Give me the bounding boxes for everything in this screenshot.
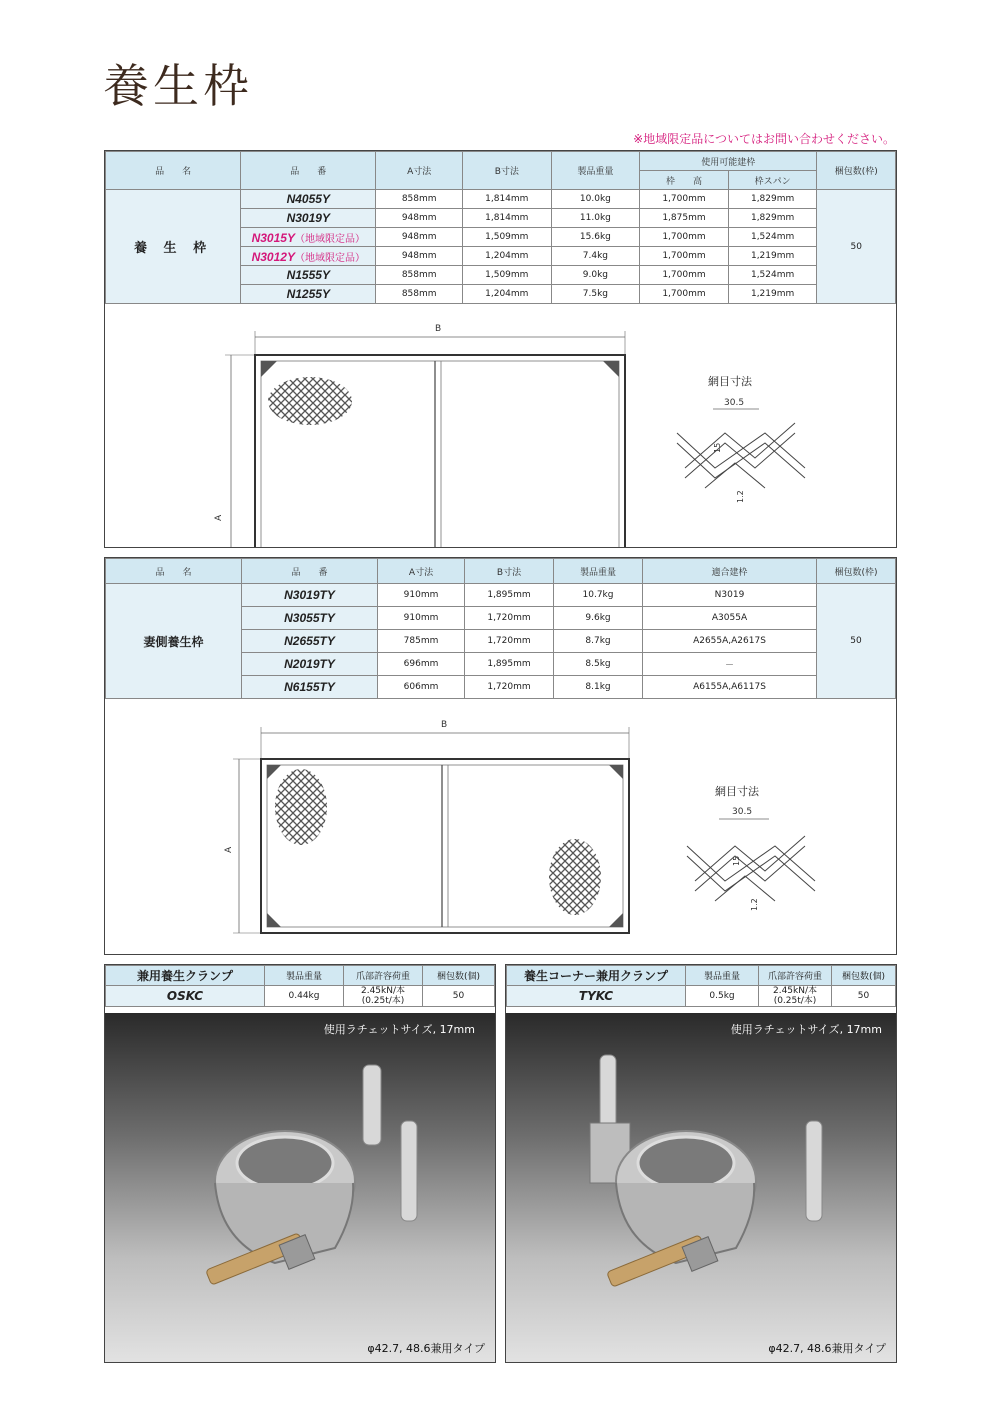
dim-b: 1,720mm — [465, 676, 554, 699]
frame-drawing — [105, 303, 896, 547]
clamp-load: 2.45kN/本 — [772, 986, 818, 996]
product-code: N6155TY — [242, 676, 378, 699]
dim-b: 1,204mm — [462, 285, 551, 304]
dim-label-b: B — [435, 324, 442, 334]
col-weight: 製品重量 — [265, 966, 344, 986]
dim-b: 1,720mm — [465, 607, 554, 630]
clamp-photo — [506, 1013, 896, 1362]
clamp-type: φ42.7, 48.6兼用タイプ — [367, 1342, 485, 1355]
clamp-code: TYKC — [507, 986, 686, 1007]
clamp-type: φ42.7, 48.6兼用タイプ — [768, 1342, 886, 1355]
product-code: N2655TY — [242, 630, 378, 653]
col-pack: 梱包数(個) — [423, 966, 495, 986]
col-code: 品 番 — [242, 559, 378, 584]
clamp-name: 兼用養生クランプ — [106, 966, 265, 986]
frame-span: 1,219mm — [728, 247, 817, 266]
clamp-name: 養生コーナー兼用クランプ — [507, 966, 686, 986]
dim-a: 910mm — [378, 584, 465, 607]
regional-note: ※地域限定品についてはお問い合わせください。 — [633, 132, 895, 146]
end-frame-spec-table — [105, 558, 896, 699]
dim-b: 1,509mm — [462, 228, 551, 247]
weight: 15.6kg — [551, 228, 640, 247]
regional-tag: （地域限定品） — [294, 252, 365, 264]
col-weight: 製品重量 — [686, 966, 759, 986]
dim-a: 785mm — [378, 630, 465, 653]
col-b: B寸法 — [462, 152, 551, 190]
dim-b: 1,895mm — [465, 584, 554, 607]
table-row — [106, 190, 896, 209]
mesh-title: 網目寸法 — [715, 785, 759, 798]
clamp-weight: 0.44kg — [265, 986, 344, 1007]
page-title: 養生枠 — [103, 59, 253, 113]
fit-frame: A3055A — [643, 607, 817, 630]
clamp-photo — [105, 1013, 495, 1362]
weight: 7.5kg — [551, 285, 640, 304]
weight: 8.5kg — [554, 653, 643, 676]
mesh-height: 15 — [732, 855, 741, 866]
pack-count: 50 — [817, 190, 896, 304]
col-load: 爪部許容荷重 — [759, 966, 832, 986]
product-code: N3012Y — [251, 249, 295, 264]
frame-spec-table — [105, 151, 896, 304]
col-pack: 梱包数(個) — [832, 966, 896, 986]
weight: 8.1kg — [554, 676, 643, 699]
end-frame-section — [104, 557, 897, 955]
product-code: N1255Y — [286, 287, 330, 301]
mesh-detail — [687, 836, 815, 901]
weight: 9.6kg — [554, 607, 643, 630]
clamp-spec-table — [105, 965, 495, 1007]
dim-a: 910mm — [378, 607, 465, 630]
col-pack: 梱包数(枠) — [817, 152, 896, 190]
frame-span: 1,524mm — [728, 266, 817, 285]
clamp-spec-table — [506, 965, 896, 1007]
weight: 10.7kg — [554, 584, 643, 607]
frame-span: 1,829mm — [728, 190, 817, 209]
dim-b: 1,509mm — [462, 266, 551, 285]
clamp-card-tykc — [505, 964, 897, 1363]
col-usable: 使用可能建枠 — [640, 152, 817, 171]
weight: 7.4kg — [551, 247, 640, 266]
product-code: N3019Y — [286, 211, 330, 225]
frame-height: 1,875mm — [640, 209, 729, 228]
col-weight: 製品重量 — [551, 152, 640, 190]
clamp-pack: 50 — [832, 986, 896, 1007]
mesh-width: 30.5 — [724, 398, 745, 408]
col-b: B寸法 — [465, 559, 554, 584]
pack-count: 50 — [817, 584, 896, 699]
frame-span: 1,219mm — [728, 285, 817, 304]
dim-label-a: A — [224, 846, 234, 853]
clamp-illustration — [105, 1013, 495, 1363]
clamp-code: OSKC — [106, 986, 265, 1007]
product-code: N4055Y — [286, 192, 330, 206]
weight: 11.0kg — [551, 209, 640, 228]
group-name: 妻側養生枠 — [106, 584, 242, 699]
col-height: 枠 高 — [640, 171, 729, 190]
dim-a: 948mm — [376, 209, 463, 228]
clamp-pack: 50 — [423, 986, 495, 1007]
col-a: A寸法 — [378, 559, 465, 584]
dim-b: 1,204mm — [462, 247, 551, 266]
end-frame-drawing — [105, 701, 896, 954]
frame-height: 1,700mm — [640, 285, 729, 304]
mesh-patch — [268, 377, 352, 425]
dim-label-a: A — [214, 514, 224, 521]
product-code: N1555Y — [286, 268, 330, 282]
weight: 10.0kg — [551, 190, 640, 209]
col-name: 品 名 — [106, 152, 241, 190]
col-pack: 梱包数(枠) — [817, 559, 896, 584]
col-code: 品 番 — [241, 152, 376, 190]
mesh-patch — [549, 839, 601, 915]
table-row — [106, 584, 896, 607]
col-a: A寸法 — [376, 152, 463, 190]
product-code: N3019TY — [242, 584, 378, 607]
mesh-thickness: 1.2 — [750, 898, 759, 911]
dim-b: 1,814mm — [462, 209, 551, 228]
dim-b: 1,814mm — [462, 190, 551, 209]
dim-a: 948mm — [376, 228, 463, 247]
fit-frame: A2655A,A2617S — [643, 630, 817, 653]
regional-tag: （地域限定品） — [294, 233, 365, 245]
clamp-load: 2.45kN/本 — [360, 986, 406, 996]
frame-height: 1,700mm — [640, 190, 729, 209]
fit-frame: － — [643, 653, 817, 676]
product-code: N3055TY — [242, 607, 378, 630]
product-code: N3015Y — [251, 230, 295, 245]
dim-b: 1,895mm — [465, 653, 554, 676]
clamp-load-t: (0.25t/本) — [361, 996, 405, 1006]
ratchet-size: 使用ラチェットサイズ, 17mm — [323, 1023, 475, 1036]
weight: 8.7kg — [554, 630, 643, 653]
dim-a: 696mm — [378, 653, 465, 676]
weight: 9.0kg — [551, 266, 640, 285]
clamp-illustration — [506, 1013, 896, 1363]
ratchet-size: 使用ラチェットサイズ, 17mm — [730, 1023, 882, 1036]
dim-a: 948mm — [376, 247, 463, 266]
clamp-card-oskc — [104, 964, 496, 1363]
col-span: 枠スパン — [728, 171, 817, 190]
product-code: N2019TY — [242, 653, 378, 676]
group-name: 養 生 枠 — [106, 190, 241, 304]
mesh-title: 網目寸法 — [708, 375, 752, 388]
frame-section — [104, 150, 897, 548]
dim-label-b: B — [441, 720, 448, 730]
frame-span: 1,829mm — [728, 209, 817, 228]
dim-b: 1,720mm — [465, 630, 554, 653]
dim-a: 858mm — [376, 266, 463, 285]
mesh-height: 15 — [713, 442, 722, 453]
mesh-thickness: 1.2 — [736, 490, 745, 503]
clamp-weight: 0.5kg — [686, 986, 759, 1007]
dim-a: 606mm — [378, 676, 465, 699]
fit-frame: A6155A,A6117S — [643, 676, 817, 699]
frame-height: 1,700mm — [640, 228, 729, 247]
frame-height: 1,700mm — [640, 266, 729, 285]
mesh-width: 30.5 — [732, 807, 753, 817]
col-load: 爪部許容荷重 — [344, 966, 423, 986]
mesh-detail — [677, 423, 805, 488]
col-weight: 製品重量 — [554, 559, 643, 584]
fit-frame: N3019 — [643, 584, 817, 607]
col-name: 品 名 — [106, 559, 242, 584]
dim-a: 858mm — [376, 285, 463, 304]
col-fit: 適合建枠 — [643, 559, 817, 584]
clamp-load-t: (0.25t/本) — [773, 996, 817, 1006]
frame-height: 1,700mm — [640, 247, 729, 266]
frame-span: 1,524mm — [728, 228, 817, 247]
dim-a: 858mm — [376, 190, 463, 209]
mesh-patch — [275, 769, 327, 845]
